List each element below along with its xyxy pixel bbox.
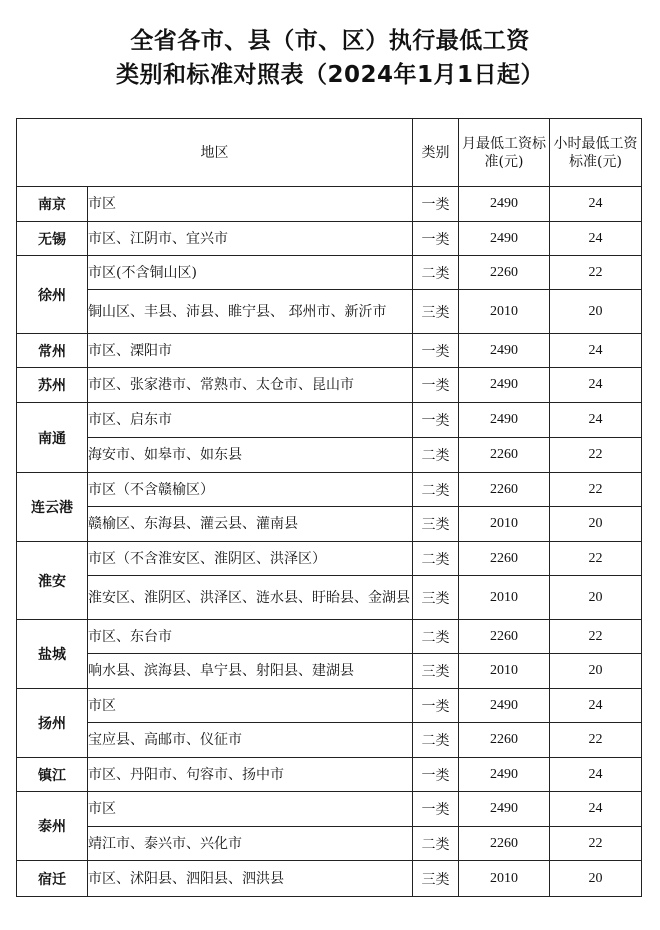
city-name: 镇江 [17, 758, 88, 792]
hourly-wage-cell: 22 [550, 256, 642, 290]
district-cell: 淮安区、淮阴区、洪泽区、涟水县、盱眙县、金湖县 [88, 576, 413, 620]
table-row [17, 723, 642, 758]
hourly-wage-cell: 20 [550, 654, 642, 689]
monthly-wage-cell: 2010 [459, 576, 550, 620]
monthly-wage-cell: 2260 [459, 827, 550, 861]
city-name: 徐州 [17, 256, 88, 334]
header-monthly-wage: 月最低工资标准(元) [459, 119, 550, 187]
category-cell: 一类 [413, 187, 459, 222]
category-cell: 三类 [413, 507, 459, 542]
hourly-wage-cell: 22 [550, 620, 642, 654]
district-cell: 市区、溧阳市 [88, 334, 413, 368]
category-cell: 三类 [413, 290, 459, 334]
district-cell: 铜山区、丰县、沛县、睢宁县、 邳州市、新沂市 [88, 290, 413, 334]
city-name: 泰州 [17, 792, 88, 861]
category-cell: 一类 [413, 222, 459, 256]
header-area-label: 地区 [200, 144, 229, 161]
monthly-wage-cell: 2010 [459, 861, 550, 897]
hourly-wage-cell: 22 [550, 827, 642, 861]
category-cell: 二类 [413, 256, 459, 290]
table-row [17, 438, 642, 473]
city-name: 盐城 [17, 620, 88, 689]
category-cell: 一类 [413, 758, 459, 792]
table-row [17, 689, 642, 723]
table-row [17, 403, 642, 438]
table-row [17, 758, 642, 792]
table-row [17, 473, 642, 507]
monthly-wage-cell: 2490 [459, 222, 550, 256]
table-row [17, 827, 642, 861]
monthly-wage-cell: 2010 [459, 654, 550, 689]
category-cell: 二类 [413, 723, 459, 758]
city-name: 南通 [17, 403, 88, 473]
table-row [17, 861, 642, 897]
district-cell: 宝应县、高邮市、仪征市 [88, 723, 413, 758]
district-cell: 响水县、滨海县、阜宁县、射阳县、建湖县 [88, 654, 413, 689]
page-title-line-2: 类别和标准对照表（2024年1月1日起） [115, 62, 545, 88]
monthly-wage-cell: 2260 [459, 542, 550, 576]
hourly-wage-cell: 20 [550, 861, 642, 897]
category-cell: 二类 [413, 827, 459, 861]
hourly-wage-cell: 24 [550, 758, 642, 792]
monthly-wage-cell: 2490 [459, 403, 550, 438]
table-row [17, 792, 642, 827]
table-row [17, 334, 642, 368]
district-cell: 市区、江阴市、宜兴市 [88, 222, 413, 256]
table-row [17, 256, 642, 290]
district-cell: 市区（不含淮安区、淮阴区、洪泽区） [88, 542, 413, 576]
district-cell: 市区、启东市 [88, 403, 413, 438]
table-row [17, 576, 642, 620]
category-cell: 一类 [413, 368, 459, 403]
monthly-wage-cell: 2260 [459, 620, 550, 654]
table-body [17, 187, 642, 897]
city-name: 连云港 [17, 473, 88, 542]
monthly-wage-cell: 2260 [459, 256, 550, 290]
monthly-wage-cell: 2260 [459, 473, 550, 507]
hourly-wage-cell: 20 [550, 507, 642, 542]
table-row [17, 290, 642, 334]
table-row [17, 368, 642, 403]
district-cell: 市区、张家港市、常熟市、太仓市、昆山市 [88, 368, 413, 403]
district-cell: 市区、丹阳市、句容市、扬中市 [88, 758, 413, 792]
hourly-wage-cell: 22 [550, 473, 642, 507]
hourly-wage-cell: 22 [550, 542, 642, 576]
hourly-wage-cell: 24 [550, 334, 642, 368]
monthly-wage-cell: 2490 [459, 792, 550, 827]
table-header-row [17, 119, 642, 187]
category-cell: 三类 [413, 861, 459, 897]
table-row [17, 507, 642, 542]
monthly-wage-cell: 2490 [459, 689, 550, 723]
category-cell: 一类 [413, 403, 459, 438]
table-row [17, 222, 642, 256]
hourly-wage-cell: 24 [550, 689, 642, 723]
monthly-wage-cell: 2490 [459, 334, 550, 368]
header-hourly-wage: 小时最低工资标准(元) [550, 119, 642, 187]
category-cell: 二类 [413, 473, 459, 507]
monthly-wage-cell: 2490 [459, 187, 550, 222]
monthly-wage-cell: 2490 [459, 758, 550, 792]
category-cell: 一类 [413, 792, 459, 827]
header-area [17, 119, 413, 187]
district-cell: 海安市、如皋市、如东县 [88, 438, 413, 473]
city-name: 宿迁 [17, 861, 88, 897]
table-row [17, 620, 642, 654]
minimum-wage-table [16, 118, 642, 897]
city-name: 淮安 [17, 542, 88, 620]
district-cell: 市区 [88, 187, 413, 222]
district-cell: 市区、东台市 [88, 620, 413, 654]
monthly-wage-cell: 2010 [459, 507, 550, 542]
page-title-line-1: 全省各市、县（市、区）执行最低工资 [130, 28, 530, 54]
monthly-wage-cell: 2260 [459, 438, 550, 473]
district-cell: 市区 [88, 792, 413, 827]
district-cell: 靖江市、泰兴市、兴化市 [88, 827, 413, 861]
city-name: 扬州 [17, 689, 88, 758]
monthly-wage-cell: 2260 [459, 723, 550, 758]
city-name: 苏州 [17, 368, 88, 403]
category-cell: 三类 [413, 576, 459, 620]
district-cell: 赣榆区、东海县、灌云县、灌南县 [88, 507, 413, 542]
category-cell: 二类 [413, 438, 459, 473]
hourly-wage-cell: 24 [550, 403, 642, 438]
district-cell: 市区、沭阳县、泗阳县、泗洪县 [88, 861, 413, 897]
city-name: 常州 [17, 334, 88, 368]
hourly-wage-cell: 20 [550, 290, 642, 334]
city-name: 南京 [17, 187, 88, 222]
city-name: 无锡 [17, 222, 88, 256]
category-cell: 一类 [413, 689, 459, 723]
hourly-wage-cell: 22 [550, 723, 642, 758]
district-cell: 市区（不含赣榆区） [88, 473, 413, 507]
monthly-wage-cell: 2490 [459, 368, 550, 403]
monthly-wage-cell: 2010 [459, 290, 550, 334]
table-row [17, 542, 642, 576]
hourly-wage-cell: 24 [550, 368, 642, 403]
hourly-wage-cell: 24 [550, 222, 642, 256]
hourly-wage-cell: 20 [550, 576, 642, 620]
table-row [17, 654, 642, 689]
hourly-wage-cell: 24 [550, 187, 642, 222]
district-cell: 市区(不含铜山区) [88, 256, 413, 290]
header-category: 类别 [413, 119, 459, 187]
hourly-wage-cell: 22 [550, 438, 642, 473]
category-cell: 二类 [413, 542, 459, 576]
category-cell: 三类 [413, 654, 459, 689]
category-cell: 二类 [413, 620, 459, 654]
district-cell: 市区 [88, 689, 413, 723]
table-row [17, 187, 642, 222]
hourly-wage-cell: 24 [550, 792, 642, 827]
category-cell: 一类 [413, 334, 459, 368]
